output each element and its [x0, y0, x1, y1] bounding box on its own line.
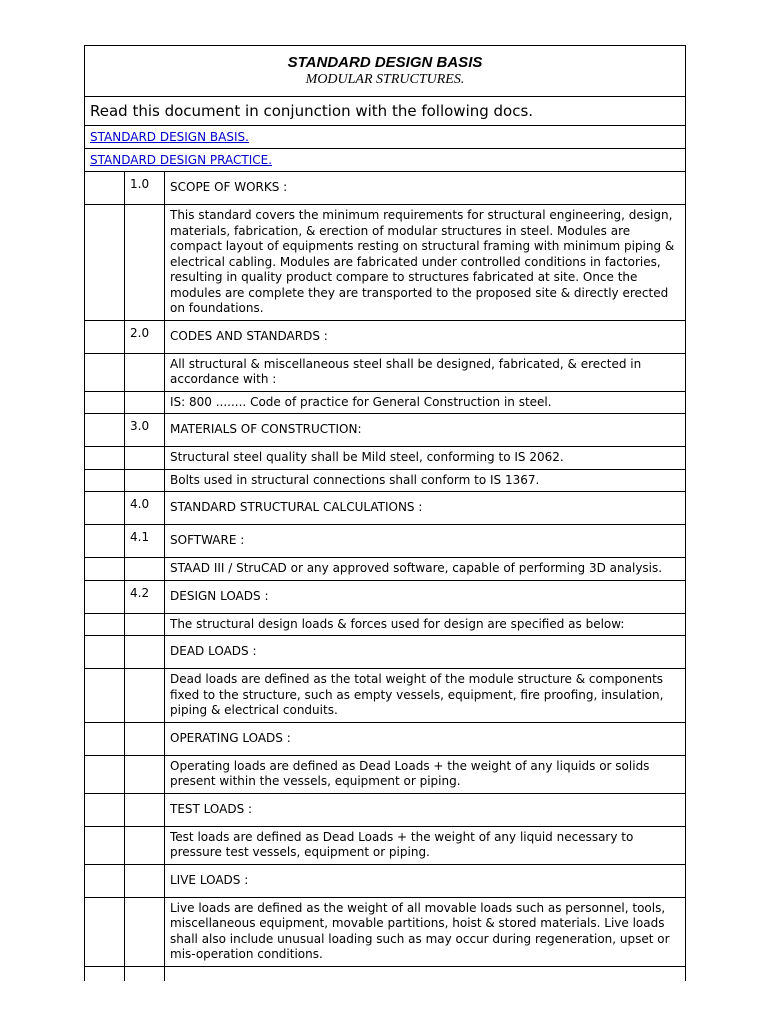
table-row: [85, 793, 686, 826]
section-heading: OPERATING LOADS :: [165, 722, 686, 755]
section-text: This standard covers the minimum requirements for structural engineering, design, materials, fabrication, & erection of modular structures in steel. Modules are compact layout of equipments resting on structural framing with minimum piping & electrical cabling. Modules are fabricated under controlled conditions in factories, resulting in quality product compare to structures fabricated at site. Once the modules are complete they are transported to the proposed site & directly erected on foundations.: [165, 205, 686, 321]
indent-cell: [85, 826, 125, 864]
link-standard-design-basis[interactable]: STANDARD DESIGN BASIS.: [90, 130, 249, 144]
table-row: [85, 353, 686, 391]
indent-cell: [85, 205, 125, 321]
section-number: [125, 205, 165, 321]
section-text: Live loads are defined as the weight of all movable loads such as personnel, tools, miscellaneous equipment, movable partitions, hoist & stored materials. Live loads shall also include unusual loading such as may occur during regeneration, upset or mis-operation conditions.: [165, 897, 686, 966]
table-row: [85, 826, 686, 864]
table-row: [85, 320, 686, 353]
section-text: IS: 800 ........ Code of practice for General Construction in steel.: [165, 391, 686, 414]
section-heading: SCOPE OF WORKS :: [165, 172, 686, 205]
table-row: [85, 525, 686, 558]
table-row: [85, 864, 686, 897]
indent-cell: [85, 525, 125, 558]
section-number: [125, 353, 165, 391]
indent-cell: [85, 864, 125, 897]
indent-cell: [85, 722, 125, 755]
indent-cell: [85, 172, 125, 205]
continuation-row: [85, 966, 686, 981]
table-row: [85, 447, 686, 470]
section-text: The structural design loads & forces used for design are specified as below:: [165, 613, 686, 636]
document-subtitle: MODULAR STRUCTURES.: [305, 72, 465, 87]
section-heading: DESIGN LOADS :: [165, 580, 686, 613]
table-row: [85, 613, 686, 636]
table-row: [85, 469, 686, 492]
section-number: 4.0: [125, 492, 165, 525]
table-row: [85, 580, 686, 613]
section-number: [125, 469, 165, 492]
indent-cell: [85, 755, 125, 793]
empty-cell: [125, 966, 165, 981]
section-number: [125, 826, 165, 864]
section-number: 4.2: [125, 580, 165, 613]
intro-row: [85, 97, 686, 126]
indent-cell: [85, 669, 125, 723]
table-row: [85, 205, 686, 321]
section-number: [125, 755, 165, 793]
section-number: [125, 793, 165, 826]
section-text: Dead loads are defined as the total weight of the module structure & components fixed to the structure, such as empty vessels, equipment, fire proofing, insulation, piping & electrical conduits.: [165, 669, 686, 723]
empty-cell: [165, 966, 686, 981]
section-heading: TEST LOADS :: [165, 793, 686, 826]
indent-cell: [85, 793, 125, 826]
table-row: [85, 172, 686, 205]
link-row: [85, 149, 686, 172]
table-row: [85, 492, 686, 525]
section-heading: STANDARD STRUCTURAL CALCULATIONS :: [165, 492, 686, 525]
indent-cell: [85, 353, 125, 391]
section-text: STAAD III / StruCAD or any approved software, capable of performing 3D analysis.: [165, 558, 686, 581]
indent-cell: [85, 391, 125, 414]
section-number: [125, 447, 165, 470]
header-row: [85, 46, 686, 97]
indent-cell: [85, 613, 125, 636]
indent-cell: [85, 447, 125, 470]
indent-cell: [85, 558, 125, 581]
header-cell: [85, 46, 686, 97]
table-row: [85, 755, 686, 793]
section-text: Structural steel quality shall be Mild steel, conforming to IS 2062.: [165, 447, 686, 470]
section-number: [125, 864, 165, 897]
section-number: 2.0: [125, 320, 165, 353]
section-heading: CODES AND STANDARDS :: [165, 320, 686, 353]
indent-cell: [85, 580, 125, 613]
section-number: [125, 722, 165, 755]
table-row: [85, 897, 686, 966]
indent-cell: [85, 414, 125, 447]
intro-text: Read this document in conjunction with the following docs.: [85, 97, 686, 126]
table-row: [85, 414, 686, 447]
section-text: Operating loads are defined as Dead Loads + the weight of any liquids or solids present within the vessels, equipment or piping.: [165, 755, 686, 793]
indent-cell: [85, 320, 125, 353]
section-number: 3.0: [125, 414, 165, 447]
section-number: [125, 636, 165, 669]
table-row: [85, 391, 686, 414]
indent-cell: [85, 492, 125, 525]
section-number: [125, 391, 165, 414]
indent-cell: [85, 636, 125, 669]
section-number: [125, 669, 165, 723]
document-table: [84, 45, 686, 981]
section-heading: MATERIALS OF CONSTRUCTION:: [165, 414, 686, 447]
empty-cell: [85, 966, 125, 981]
indent-cell: [85, 897, 125, 966]
section-text: Bolts used in structural connections shall conform to IS 1367.: [165, 469, 686, 492]
link-row: [85, 126, 686, 149]
table-row: [85, 669, 686, 723]
section-number: 1.0: [125, 172, 165, 205]
section-text: All structural & miscellaneous steel shall be designed, fabricated, & erected in accordance with :: [165, 353, 686, 391]
link-standard-design-practice[interactable]: STANDARD DESIGN PRACTICE.: [90, 153, 273, 167]
table-row: [85, 636, 686, 669]
table-row: [85, 558, 686, 581]
document-title: STANDARD DESIGN BASIS: [287, 54, 483, 71]
section-heading: SOFTWARE :: [165, 525, 686, 558]
table-row: [85, 722, 686, 755]
section-number: [125, 613, 165, 636]
section-heading: LIVE LOADS :: [165, 864, 686, 897]
section-text: Test loads are defined as Dead Loads + the weight of any liquid necessary to pressure test vessels, equipment or piping.: [165, 826, 686, 864]
section-number: [125, 897, 165, 966]
section-number: [125, 558, 165, 581]
indent-cell: [85, 469, 125, 492]
section-number: 4.1: [125, 525, 165, 558]
section-heading: DEAD LOADS :: [165, 636, 686, 669]
